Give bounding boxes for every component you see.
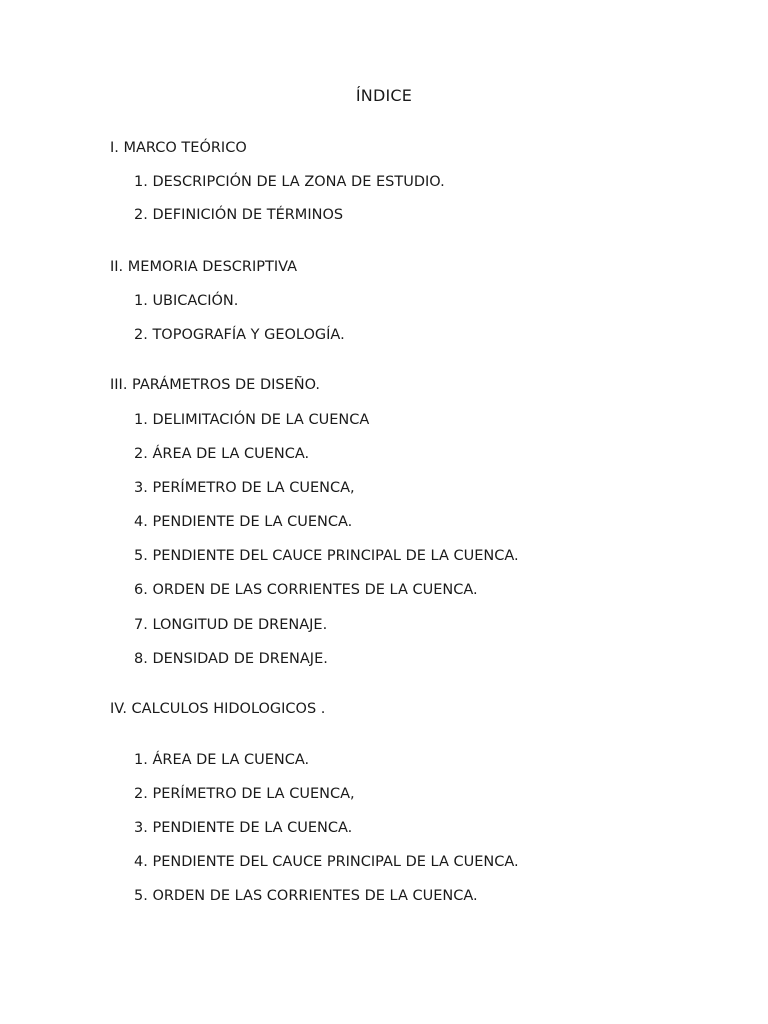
toc-item: 3. PERÍMETRO DE LA CUENCA, [134, 480, 355, 496]
toc-item: 5. ORDEN DE LAS CORRIENTES DE LA CUENCA. [134, 888, 478, 904]
toc-item: 2. TOPOGRAFÍA Y GEOLOGÍA. [134, 327, 345, 343]
section-heading-2: II. MEMORIA DESCRIPTIVA [110, 259, 298, 275]
toc-item: 6. ORDEN DE LAS CORRIENTES DE LA CUENCA. [134, 582, 478, 598]
page-title: ÍNDICE [355, 86, 413, 105]
toc-item: 5. PENDIENTE DEL CAUCE PRINCIPAL DE LA CUENCA. [134, 548, 519, 564]
toc-item: 1. UBICACIÓN. [134, 293, 239, 309]
toc-item: 2. DEFINICIÓN DE TÉRMINOS [134, 207, 344, 223]
toc-item: 1. DELIMITACIÓN DE LA CUENCA [134, 412, 370, 428]
toc-item: 7. LONGITUD DE DRENAJE. [134, 617, 328, 633]
section-heading-4: IV. CALCULOS HIDOLOGICOS . [110, 701, 326, 717]
toc-item: 8. DENSIDAD DE DRENAJE. [134, 651, 328, 667]
toc-item: 2. ÁREA DE LA CUENCA. [134, 446, 310, 462]
toc-item: 4. PENDIENTE DE LA CUENCA. [134, 514, 353, 530]
toc-item: 3. PENDIENTE DE LA CUENCA. [134, 820, 353, 836]
section-heading-1: I. MARCO TEÓRICO [110, 140, 247, 156]
toc-item: 1. ÁREA DE LA CUENCA. [134, 752, 310, 768]
toc-item: 4. PENDIENTE DEL CAUCE PRINCIPAL DE LA CUENCA. [134, 854, 519, 870]
section-heading-3: III. PARÁMETROS DE DISEÑO. [110, 377, 321, 393]
toc-item: 2. PERÍMETRO DE LA CUENCA, [134, 786, 355, 802]
toc-item: 1. DESCRIPCIÓN DE LA ZONA DE ESTUDIO. [134, 174, 445, 190]
